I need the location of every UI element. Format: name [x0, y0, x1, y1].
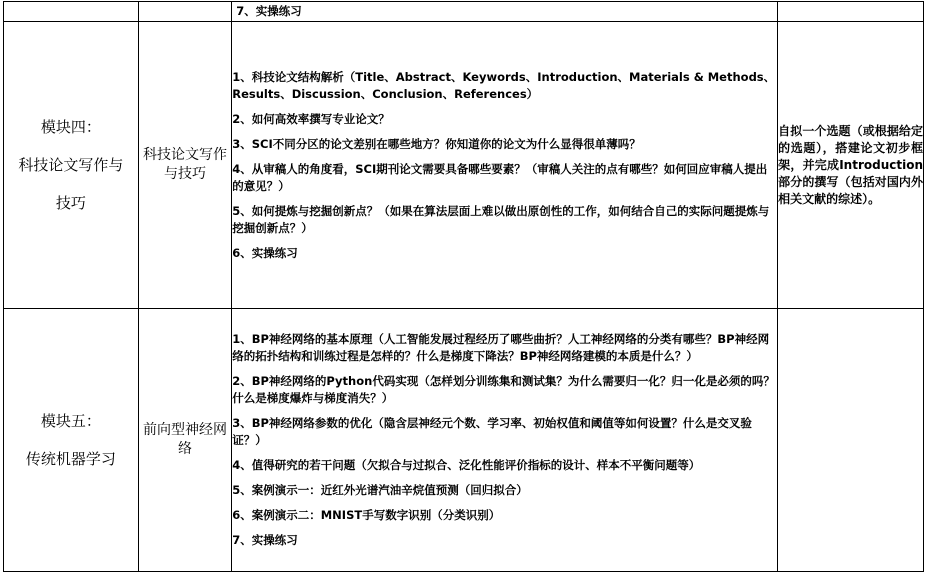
topic-label: 科技论文写作与技巧	[142, 147, 227, 182]
topic-label: 前向型神经网络	[142, 422, 227, 457]
module-title: 科技论文写作与	[18, 156, 124, 174]
topic-cell	[138, 22, 232, 309]
list-item: 3、BP神经网络参数的优化（隐含层神经元个数、学习率、初始权值和阈值等如何设置？什么是交叉验证？）	[232, 416, 752, 447]
task-cell	[778, 309, 924, 572]
module-label: 模块五：	[40, 412, 101, 430]
list-item: 6、案例演示二：MNIST手写数字识别（分类识别）	[232, 508, 501, 522]
module-cell	[4, 22, 139, 309]
table-row	[4, 2, 924, 22]
module-label: 模块四：	[40, 118, 101, 136]
topic-cell	[138, 2, 232, 22]
task-cell	[778, 2, 924, 22]
module-cell	[4, 2, 139, 22]
task-cell	[778, 22, 924, 309]
list-item: 1、BP神经网络的基本原理（人工智能发展过程经历了哪些曲折？人工神经网络的分类有哪些？BP神经网络的拓扑结构和训练过程是怎样的？什么是梯度下降法？BP神经网络建模的本质是什么？）	[232, 332, 770, 363]
module-cell	[4, 309, 139, 572]
task-text: 自拟一个选题（或根据给定的选题），搭建论文初步框架，并完成Introduction部分的撰写（包括对国内外相关文献的综述）。	[778, 123, 923, 206]
list-item: 7、实操练习	[236, 4, 302, 18]
list-item: 5、如何提炼与挖掘创新点？（如果在算法层面上难以做出原创性的工作，如何结合自己的实际问题提炼与挖掘创新点？）	[232, 203, 770, 235]
list-item: 2、BP神经网络的Python代码实现（怎样划分训练集和测试集？为什么需要归一化？归一化是必须的吗？什么是梯度爆炸与梯度消失？）	[232, 374, 775, 405]
module-title: 技巧	[55, 194, 86, 212]
content-cell	[232, 2, 778, 22]
module-title: 传统机器学习	[25, 450, 116, 468]
list-item: 1、科技论文结构解析（Title、Abstract、Keywords、Introduction、Materials & Methods、Results、Discussion、Conclusion、References）	[232, 69, 776, 101]
table-row	[4, 309, 924, 572]
list-item: 4、从审稿人的角度看，SCI期刊论文需要具备哪些要素？（审稿人关注的点有哪些？如何回应审稿人提出的意见？）	[232, 161, 768, 193]
content-cell	[232, 309, 778, 572]
list-item: 5、案例演示一：近红外光谱汽油辛烷值预测（回归拟合）	[232, 483, 528, 497]
content-cell	[232, 22, 778, 309]
list-item: 7、实操练习	[232, 533, 298, 547]
course-table	[3, 1, 924, 572]
list-item: 4、值得研究的若干问题（欠拟合与过拟合、泛化性能评价指标的设计、样本不平衡问题等）	[232, 458, 701, 472]
table-row	[4, 22, 924, 309]
list-item: 6、实操练习	[232, 245, 298, 260]
list-item: 3、SCI不同分区的论文差别在哪些地方？你知道你的论文为什么显得很单薄吗？	[232, 136, 641, 151]
list-item: 2、如何高效率撰写专业论文？	[232, 111, 390, 126]
topic-cell	[138, 309, 232, 572]
